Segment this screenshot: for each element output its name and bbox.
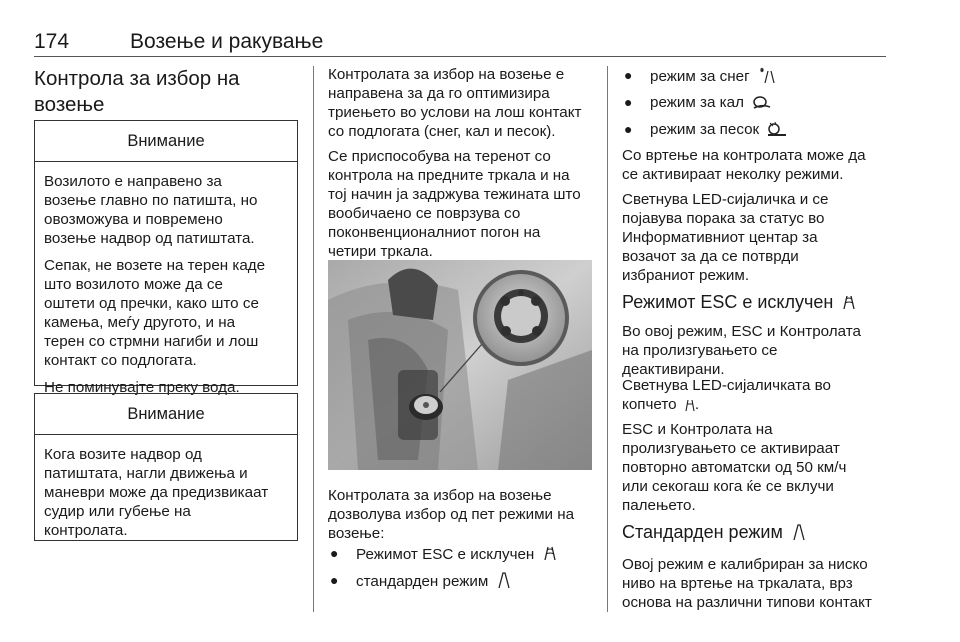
list-item: ● стандарден режим [328, 571, 511, 591]
list-item: ● режим за песок [622, 120, 787, 139]
warning-paragraph: Сепак, не возете на терен каде што возилото може да се оштети од пречки, како што се камења, меѓу другото, и на терен со стрмни нагиби и лош контакт со подлогата. [44, 257, 266, 369]
column-divider-2 [607, 66, 608, 612]
paragraph: Во овој режим, ESC и Контролата на пролизгувањето се деактивирани. [622, 323, 861, 378]
bullet-dot: ● [624, 67, 633, 83]
warning-paragraph: Кога возите надвор од патиштата, нагли движења и маневри може да предизвикаат судир или губење на контролата. [44, 446, 269, 539]
running-title: Возење и ракување [130, 30, 324, 53]
bullet-dot: ● [330, 545, 339, 561]
bullet-dot: ● [624, 121, 633, 137]
warning-label: Внимание [35, 394, 297, 435]
standard-road-icon [792, 523, 806, 541]
paragraph: Светнува LED-сијаличката во копчето . [622, 377, 831, 413]
list-item: ● режим за кал [622, 93, 772, 112]
standard-road-icon [497, 571, 511, 589]
section-title: Контрола за избор на возење [34, 67, 240, 116]
bullet-dot: ● [624, 94, 633, 110]
esc-off-icon [842, 293, 856, 311]
warning-box-2 [34, 393, 298, 541]
paragraph: ESC и Контролата на пролизгувањето се активираат повторно автоматски од 50 км/ч или секогаш кога ќе се вклучи палењето. [622, 421, 847, 514]
paragraph: Овој режим е калибриран за ниско ниво на вртење на тркалата, врз основа на различни типови контакт [622, 556, 872, 611]
subsection-title-standard: Стандарден режим [622, 519, 806, 545]
paragraph: Светнува LED-сијаличка и се појавува порака за статус во Информативниот центар за возачот за да се потврди избраниот режим. [622, 191, 829, 284]
column-divider-1 [313, 66, 314, 612]
drive-mode-control-photo [328, 260, 592, 470]
list-item: ● режим за снег [622, 66, 776, 86]
sand-mode-icon [767, 121, 787, 137]
paragraph: Со вртење на контролата може да се активираат неколку режими. [622, 147, 866, 183]
esc-off-icon [543, 544, 557, 562]
paragraph: Контролата за избор на возење е направена за да го оптимизира триењето во услови на лош контакт со подлогата (снег, кал и песок). [328, 66, 582, 140]
warning-label: Внимание [35, 121, 297, 162]
header-rule [34, 56, 886, 57]
subsection-title-esc-off: Режимот ESC е исклучен [622, 289, 856, 315]
list-item: ● Режимот ESC е исклучен [328, 544, 557, 564]
warning-paragraph: Возилото е направено за возење главно по патишта, но овозможува и повремено возење надвор од патиштата. [44, 173, 258, 247]
mud-mode-icon [752, 94, 772, 110]
bullet-dot: ● [330, 572, 339, 588]
warning-paragraph: Не поминувајте преку вода. [44, 379, 240, 396]
snow-mode-icon [758, 66, 776, 84]
page-number: 174 [34, 30, 70, 53]
warning-box-1 [34, 120, 298, 396]
paragraph: Се приспособува на теренот со контрола на предните тркала и на тој начин ја задржува тежината што вообичаено се поврзува со поконвенционалниот погон на четири тркала. [328, 148, 581, 260]
page-header [34, 30, 886, 54]
paragraph: Контролата за избор на возење дозволува избор од пет режими на возење: [328, 487, 575, 542]
esc-off-icon [685, 398, 695, 412]
